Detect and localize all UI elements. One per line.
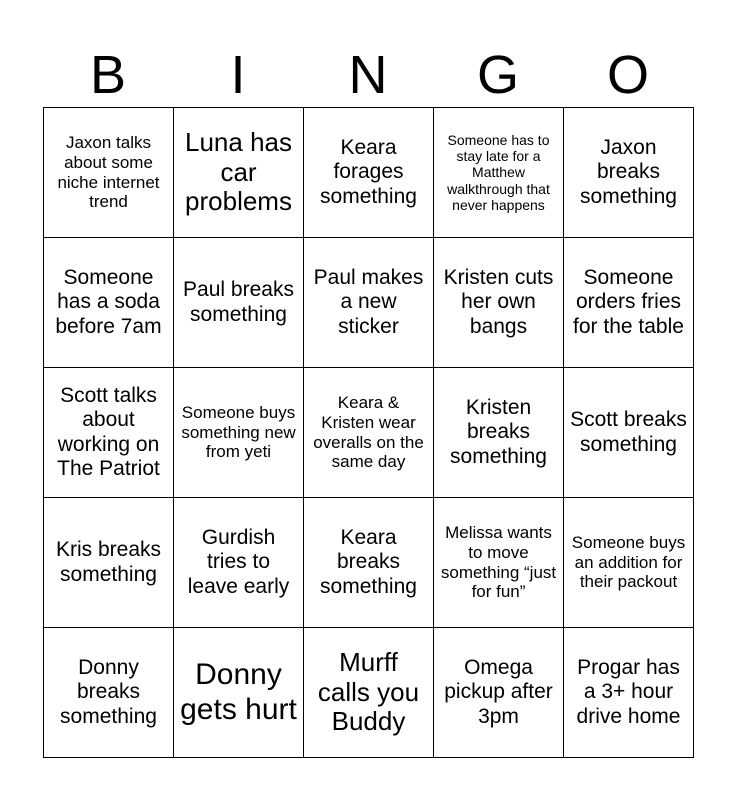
cell-text: Kristen cuts her own bangs: [443, 266, 554, 338]
cell-text: Paul makes a new sticker: [313, 266, 424, 338]
bingo-cell[interactable]: [564, 108, 694, 238]
cell-text: Jaxon breaks something: [580, 136, 677, 208]
bingo-cell[interactable]: [434, 368, 564, 498]
cell-text: Someone orders fries for the table: [573, 266, 684, 338]
bingo-cell[interactable]: [174, 368, 304, 498]
bingo-cell[interactable]: [44, 108, 174, 238]
bingo-cell[interactable]: [174, 108, 304, 238]
bingo-cell[interactable]: [304, 628, 434, 758]
bingo-cell[interactable]: [434, 238, 564, 368]
cell-text: Keara breaks something: [320, 526, 417, 598]
cell-text: Someone has a soda before 7am: [55, 266, 162, 338]
cell-text: Luna has car problems: [185, 126, 292, 217]
bingo-cell[interactable]: [44, 238, 174, 368]
bingo-cell[interactable]: [304, 108, 434, 238]
bingo-header: [43, 44, 693, 106]
cell-text: Someone has to stay late for a Matthew walkthrough that never happens: [447, 132, 550, 213]
cell-text: Kris breaks something: [55, 538, 162, 586]
header-letter-g: G: [476, 45, 519, 105]
cell-text: Jaxon talks about some niche internet trend: [57, 133, 160, 212]
cell-text: Donny gets hurt: [180, 658, 297, 726]
header-letter-i: I: [230, 45, 246, 105]
bingo-cell[interactable]: [304, 238, 434, 368]
bingo-cell[interactable]: [564, 368, 694, 498]
cell-text: Melissa wants to move something “just for fun”: [440, 523, 557, 602]
bingo-cell[interactable]: [434, 108, 564, 238]
bingo-cell[interactable]: [44, 368, 174, 498]
cell-text: Omega pickup after 3pm: [444, 656, 553, 728]
cell-text: Progar has a 3+ hour drive home: [576, 656, 681, 728]
bingo-cell[interactable]: [44, 498, 174, 628]
header-letter-n: N: [348, 45, 388, 105]
cell-text: Someone buys something new from yeti: [181, 403, 296, 462]
cell-text: Scott breaks something: [570, 408, 687, 456]
header-letter-o: O: [606, 45, 649, 105]
cell-text: Keara & Kristen wear overalls on the same day: [313, 393, 424, 472]
cell-text: Someone buys an addition for their packout: [571, 533, 686, 592]
bingo-cell[interactable]: [304, 368, 434, 498]
bingo-cell[interactable]: [564, 238, 694, 368]
bingo-cell[interactable]: [174, 628, 304, 758]
bingo-cell[interactable]: [174, 498, 304, 628]
header-letter-b: B: [89, 45, 127, 105]
bingo-cell[interactable]: [44, 628, 174, 758]
bingo-cell[interactable]: [174, 238, 304, 368]
cell-text: Kristen breaks something: [450, 396, 547, 468]
bingo-cell[interactable]: [434, 498, 564, 628]
bingo-cell[interactable]: [304, 498, 434, 628]
cell-text: Scott talks about working on The Patriot: [57, 384, 160, 480]
bingo-cell[interactable]: [564, 498, 694, 628]
cell-text: Donny breaks something: [60, 656, 157, 728]
bingo-cell[interactable]: [564, 628, 694, 758]
cell-text: Murff calls you Buddy: [317, 646, 420, 737]
cell-text: Paul breaks something: [183, 278, 294, 326]
cell-text: Keara forages something: [320, 136, 417, 208]
cell-text: Gurdish tries to leave early: [187, 526, 290, 598]
bingo-board: [43, 107, 694, 758]
bingo-cell[interactable]: [434, 628, 564, 758]
